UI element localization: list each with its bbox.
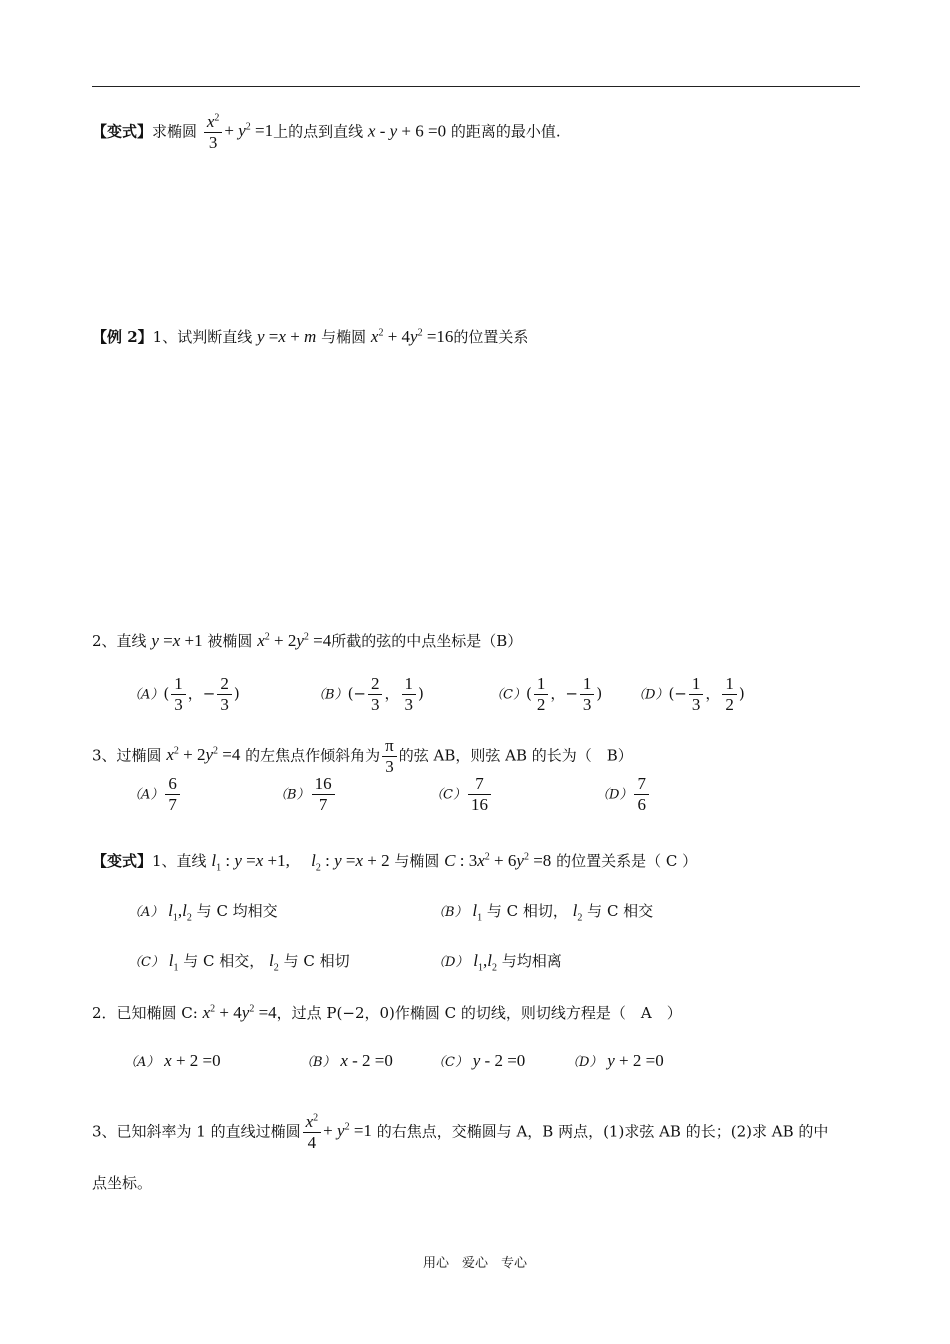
math-expr: x - y + 6 =0 xyxy=(367,121,447,141)
ellipse-fraction: $\frac{x^2}{3}$ xyxy=(204,112,223,153)
math-expr: y =x +1 xyxy=(151,631,203,650)
question-2-line: 2、直线 y =x +1 被椭圆 $x^2 + 2y^2 =4$所截的弦的中点坐标是（B） xyxy=(92,631,523,650)
option-b: （B） $l_1$ 与 C 相切， $l_2$ 与 C 相交 xyxy=(432,901,654,924)
ellipse-fraction: $\frac{x^2}{4}$ xyxy=(303,1112,322,1153)
math-expr: $l_1$ : y =x +1, $l_2$ : y =x + 2 xyxy=(211,851,390,874)
option-b: （B）(− $\frac{2}{3}$ ， $\frac{1}{3}$ ) xyxy=(312,674,424,714)
option-c: （C） $l_1$ 与 C 相交， $l_2$ 与 C 相切 xyxy=(128,951,350,974)
option-a: （A）( $\frac{1}{3}$ ，− $\frac{2}{3}$ ) xyxy=(128,674,240,714)
example-2-line: 【例 2】1、试判断直线 y =x + m 与椭圆 $x^2 + 4y^2 =16$的位置关系 xyxy=(92,327,529,346)
page-footer: 用心 爱心 专心 xyxy=(422,1256,527,1271)
question-6-continued: 点坐标。 xyxy=(92,1174,153,1192)
math-expr: $x^2 + 2y^2 =4$ xyxy=(257,631,332,650)
option-b: （B） $\frac{16}{7}$ xyxy=(274,774,337,815)
option-d: （D） y + 2 =0 xyxy=(566,1051,664,1070)
option-c: （C）( $\frac{1}{2}$ ，− $\frac{1}{3}$ ) xyxy=(490,674,603,714)
math-expr: + $y^2 =1$ xyxy=(323,1121,372,1141)
math-expr: + $y^2 =1$ xyxy=(224,121,274,141)
option-c: （C） $\frac{7}{16}$ xyxy=(430,774,493,815)
option-d: （D）(− $\frac{1}{3}$ ， $\frac{1}{2}$ ) xyxy=(632,674,745,714)
math-expr: $x^2 + 4y^2 =16$ xyxy=(370,327,454,346)
option-a: （A） $l_1,l_2$ 与 C 均相交 xyxy=(128,901,278,924)
option-c: （C） y - 2 =0 xyxy=(432,1051,526,1070)
pi-third: $\frac{\pi}{3}$ xyxy=(382,736,397,777)
variant-tag: 【变式】 xyxy=(92,852,153,870)
math-expr: $x^2 + 4y^2 =4$ xyxy=(202,1003,277,1022)
variant-2-line: 【变式】1、直线 $l_1$ : y =x +1, $l_2$ : y =x + 2 与椭圆 C : $3x^2 + 6y^2 =8$ 的位置关系是（ C ） xyxy=(92,851,698,874)
option-b: （B） x - 2 =0 xyxy=(300,1051,393,1070)
question-3-line: 3、过椭圆 $x^2 + 2y^2 =4$ 的左焦点作倾斜角为 $\frac{\pi}{3}$ 的弦 AB，则弦 AB 的长为（ B） xyxy=(92,736,633,776)
example-tag: 【例 2】 xyxy=(92,328,153,346)
option-a: （A） x + 2 =0 xyxy=(124,1051,221,1070)
variant-tag: 【变式】 xyxy=(92,122,153,141)
variant-1-line: 【变式】求椭圆 $\frac{x^2}{3}$ + $y^2 =1$上的点到直线 x - y + 6 =0 的距离的最小值. xyxy=(92,112,561,152)
math-expr: C : $3x^2 + 6y^2 =8$ xyxy=(444,851,552,870)
math-expr: $x^2 + 2y^2 =4$ xyxy=(166,745,241,765)
option-a: （A） $\frac{6}{7}$ xyxy=(128,774,182,815)
option-d: （D） $\frac{7}{6}$ xyxy=(596,774,651,815)
option-d: （D） $l_1,l_2$ 与均相离 xyxy=(432,951,562,974)
header-rule xyxy=(92,86,860,87)
question-6-line: 3、已知斜率为 1 的直线过椭圆 $\frac{x^2}{4}$ + $y^2 =1$ 的右焦点，交椭圆与 A，B 两点，(1)求弦 AB 的长；(2)求 AB 的中 xyxy=(92,1112,829,1152)
math-expr: y =x + m xyxy=(257,327,317,346)
question-5-line: 2．已知椭圆 C: $x^2 + 4y^2 =4$，过点 P(−2，0)作椭圆 C 的切线，则切线方程是（ A ） xyxy=(92,1003,682,1022)
